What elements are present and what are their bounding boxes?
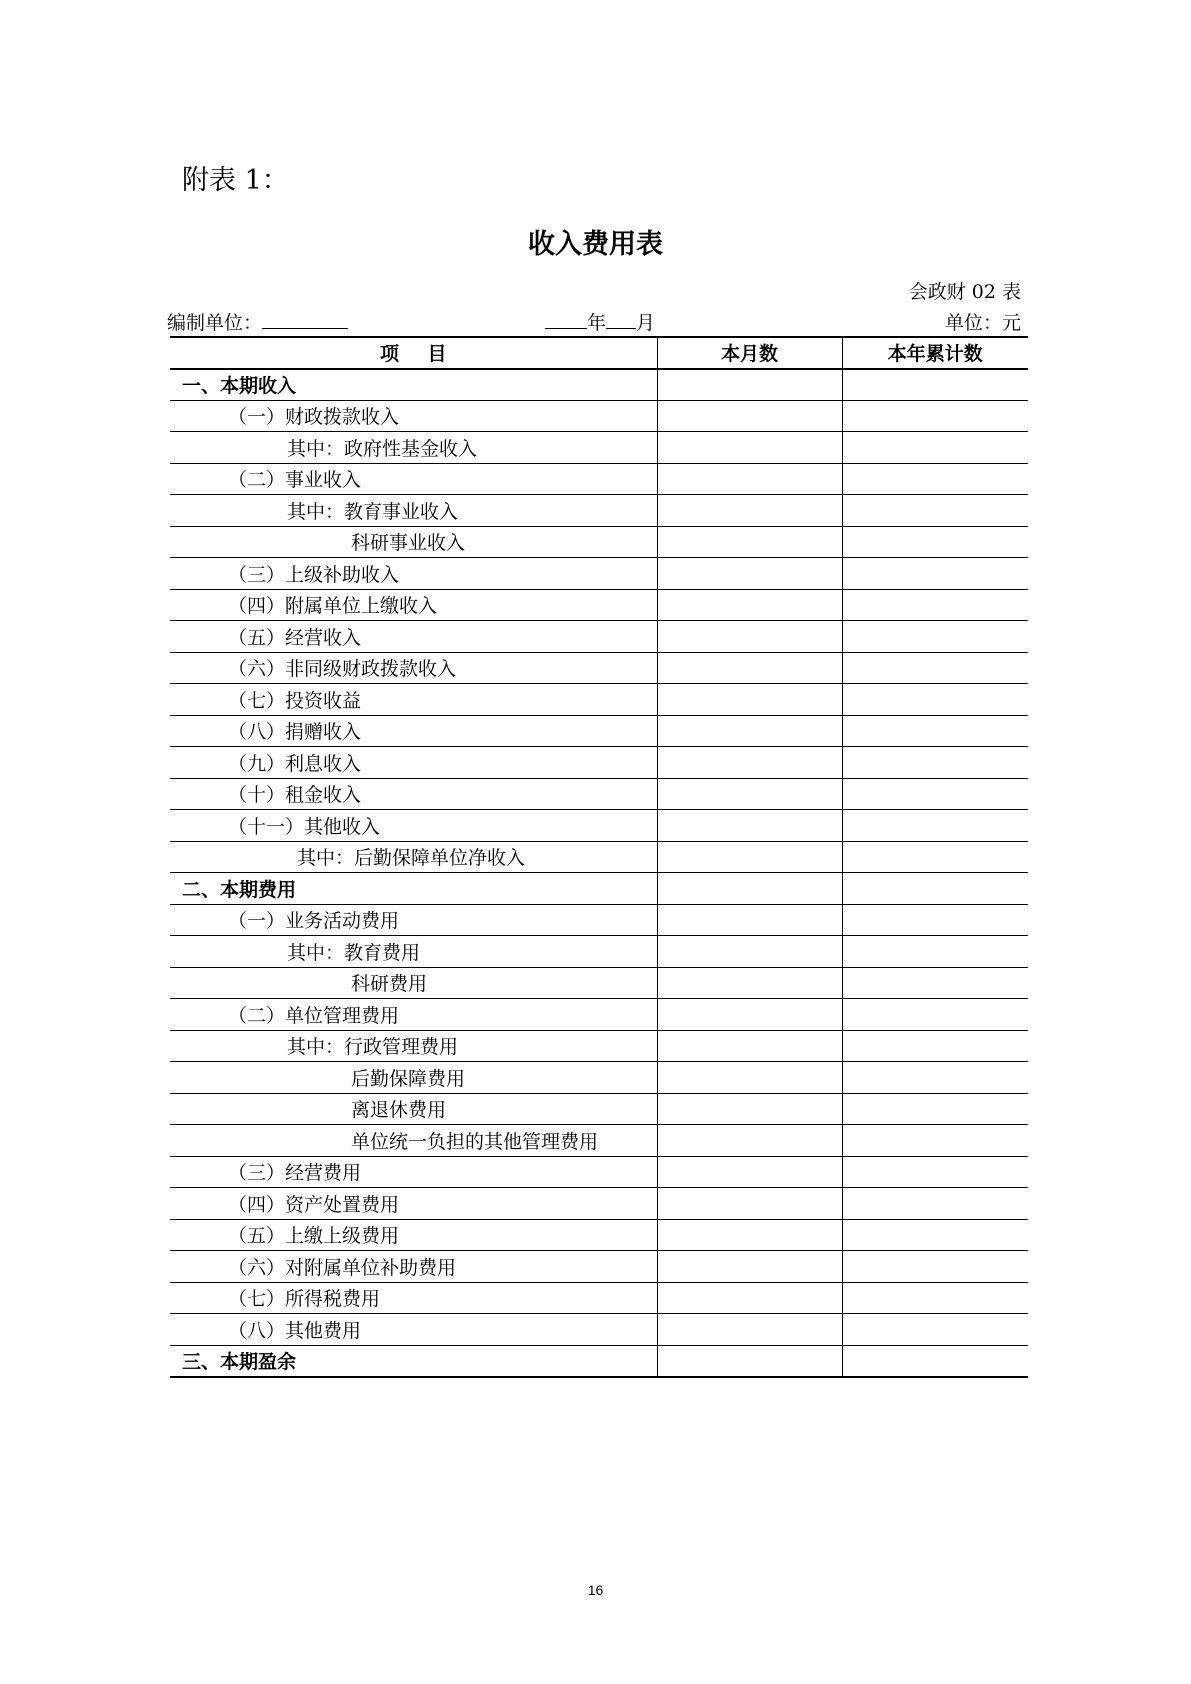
currency-unit: 单位：元 — [944, 312, 1021, 334]
row-item-label: （七）所得税费用 — [170, 1282, 657, 1314]
row-year-total-value[interactable] — [842, 1188, 1028, 1220]
table-row — [170, 1093, 1028, 1125]
row-item-label: （三）经营费用 — [170, 1156, 657, 1188]
row-item-label: （七）投资收益 — [170, 684, 657, 716]
row-year-total-value[interactable] — [842, 904, 1028, 936]
row-item-label: （一）财政拨款收入 — [170, 400, 657, 432]
row-month-value[interactable] — [657, 369, 842, 401]
row-month-value[interactable] — [657, 715, 842, 747]
row-month-value[interactable] — [657, 1093, 842, 1125]
month-label: 月 — [636, 312, 656, 334]
table-row — [170, 904, 1028, 936]
row-year-total-value[interactable] — [842, 652, 1028, 684]
table-row — [170, 369, 1028, 401]
table-row — [170, 1314, 1028, 1346]
table-row — [170, 558, 1028, 590]
column-header-year-total: 本年累计数 — [842, 337, 1028, 369]
row-month-value[interactable] — [657, 400, 842, 432]
row-year-total-value[interactable] — [842, 873, 1028, 905]
row-item-label: 单位统一负担的其他管理费用 — [170, 1125, 657, 1157]
row-year-total-value[interactable] — [842, 1062, 1028, 1094]
row-year-total-value[interactable] — [842, 1314, 1028, 1346]
row-year-total-value[interactable] — [842, 841, 1028, 873]
row-month-value[interactable] — [657, 1314, 842, 1346]
row-year-total-value[interactable] — [842, 589, 1028, 621]
row-month-value[interactable] — [657, 936, 842, 968]
table-row — [170, 463, 1028, 495]
page-title: 收入费用表 — [528, 229, 663, 260]
table-row — [170, 621, 1028, 653]
preparing-unit-blank[interactable] — [262, 310, 348, 329]
row-month-value[interactable] — [657, 873, 842, 905]
table-row — [170, 684, 1028, 716]
row-month-value[interactable] — [657, 778, 842, 810]
row-item-label: 一、本期收入 — [170, 369, 657, 401]
row-year-total-value[interactable] — [842, 526, 1028, 558]
column-header-item: 项 目 — [170, 337, 657, 369]
row-item-label: 科研事业收入 — [170, 526, 657, 558]
row-year-total-value[interactable] — [842, 967, 1028, 999]
row-item-label: 后勤保障费用 — [170, 1062, 657, 1094]
row-year-total-value[interactable] — [842, 810, 1028, 842]
row-year-total-value[interactable] — [842, 684, 1028, 716]
row-month-value[interactable] — [657, 1345, 842, 1377]
row-year-total-value[interactable] — [842, 1030, 1028, 1062]
row-year-total-value[interactable] — [842, 747, 1028, 779]
row-item-label: 三、本期盈余 — [170, 1345, 657, 1377]
row-item-label: 其中：后勤保障单位净收入 — [170, 841, 657, 873]
row-year-total-value[interactable] — [842, 463, 1028, 495]
row-month-value[interactable] — [657, 1251, 842, 1283]
month-blank[interactable] — [606, 310, 636, 329]
form-code: 会政财 02 表 — [908, 281, 1021, 303]
table-row — [170, 1030, 1028, 1062]
row-month-value[interactable] — [657, 621, 842, 653]
row-month-value[interactable] — [657, 967, 842, 999]
row-year-total-value[interactable] — [842, 1251, 1028, 1283]
row-item-label: 其中：行政管理费用 — [170, 1030, 657, 1062]
row-item-label: （五）上缴上级费用 — [170, 1219, 657, 1251]
row-month-value[interactable] — [657, 747, 842, 779]
table-row — [170, 778, 1028, 810]
row-month-value[interactable] — [657, 1282, 842, 1314]
row-year-total-value[interactable] — [842, 1125, 1028, 1157]
table-row — [170, 747, 1028, 779]
row-month-value[interactable] — [657, 432, 842, 464]
table-row — [170, 1282, 1028, 1314]
table-row — [170, 652, 1028, 684]
table-row — [170, 432, 1028, 464]
row-year-total-value[interactable] — [842, 400, 1028, 432]
row-month-value[interactable] — [657, 589, 842, 621]
table-row — [170, 873, 1028, 905]
table-row — [170, 1062, 1028, 1094]
row-month-value[interactable] — [657, 1062, 842, 1094]
row-month-value[interactable] — [657, 652, 842, 684]
table-row — [170, 999, 1028, 1031]
table-row — [170, 495, 1028, 527]
table-row — [170, 810, 1028, 842]
row-month-value[interactable] — [657, 904, 842, 936]
row-item-label: （四）资产处置费用 — [170, 1188, 657, 1220]
table-row — [170, 715, 1028, 747]
row-month-value[interactable] — [657, 1156, 842, 1188]
row-item-label: （二）单位管理费用 — [170, 999, 657, 1031]
table-row — [170, 400, 1028, 432]
table-body — [170, 369, 1028, 1377]
table-row — [170, 841, 1028, 873]
income-expense-table — [170, 336, 1028, 1378]
row-item-label: （十一）其他收入 — [170, 810, 657, 842]
row-year-total-value[interactable] — [842, 778, 1028, 810]
row-item-label: （八）其他费用 — [170, 1314, 657, 1346]
row-month-value[interactable] — [657, 1030, 842, 1062]
row-month-value[interactable] — [657, 684, 842, 716]
row-item-label: （六）对附属单位补助费用 — [170, 1251, 657, 1283]
table-row — [170, 967, 1028, 999]
row-item-label: （六）非同级财政拨款收入 — [170, 652, 657, 684]
year-blank[interactable] — [545, 310, 587, 329]
row-item-label: 其中：教育事业收入 — [170, 495, 657, 527]
table-row — [170, 589, 1028, 621]
row-item-label: （四）附属单位上缴收入 — [170, 589, 657, 621]
preparing-unit-label: 编制单位： — [167, 312, 263, 334]
row-month-value[interactable] — [657, 495, 842, 527]
preparing-unit — [167, 308, 348, 335]
table-row — [170, 1345, 1028, 1377]
table-row — [170, 1125, 1028, 1157]
row-item-label: （一）业务活动费用 — [170, 904, 657, 936]
row-month-value[interactable] — [657, 558, 842, 590]
row-month-value[interactable] — [657, 999, 842, 1031]
row-item-label: （八）捐赠收入 — [170, 715, 657, 747]
table-row — [170, 1251, 1028, 1283]
row-item-label: （五）经营收入 — [170, 621, 657, 653]
row-year-total-value[interactable] — [842, 1219, 1028, 1251]
report-period — [545, 308, 655, 335]
row-item-label: （九）利息收入 — [170, 747, 657, 779]
row-year-total-value[interactable] — [842, 936, 1028, 968]
row-year-total-value[interactable] — [842, 715, 1028, 747]
row-year-total-value[interactable] — [842, 1156, 1028, 1188]
row-month-value[interactable] — [657, 810, 842, 842]
table-row — [170, 1188, 1028, 1220]
page-number: 16 — [587, 1582, 604, 1598]
row-item-label: （十）租金收入 — [170, 778, 657, 810]
row-year-total-value[interactable] — [842, 1345, 1028, 1377]
row-month-value[interactable] — [657, 1188, 842, 1220]
row-year-total-value[interactable] — [842, 495, 1028, 527]
row-item-label: 离退休费用 — [170, 1093, 657, 1125]
row-month-value[interactable] — [657, 841, 842, 873]
row-item-label: 二、本期费用 — [170, 873, 657, 905]
table-row — [170, 1219, 1028, 1251]
row-year-total-value[interactable] — [842, 369, 1028, 401]
row-year-total-value[interactable] — [842, 999, 1028, 1031]
table-row — [170, 526, 1028, 558]
row-month-value[interactable] — [657, 526, 842, 558]
row-year-total-value[interactable] — [842, 1093, 1028, 1125]
row-year-total-value[interactable] — [842, 621, 1028, 653]
row-item-label: （二）事业收入 — [170, 463, 657, 495]
table-row — [170, 1156, 1028, 1188]
row-month-value[interactable] — [657, 1219, 842, 1251]
row-year-total-value[interactable] — [842, 1282, 1028, 1314]
row-year-total-value[interactable] — [842, 558, 1028, 590]
row-item-label: （三）上级补助收入 — [170, 558, 657, 590]
row-month-value[interactable] — [657, 1125, 842, 1157]
table-row — [170, 936, 1028, 968]
row-month-value[interactable] — [657, 463, 842, 495]
table-header-row — [170, 337, 1028, 369]
year-label: 年 — [587, 312, 607, 334]
column-header-month: 本月数 — [657, 337, 842, 369]
appendix-label: 附表 1： — [182, 165, 289, 196]
row-item-label: 科研费用 — [170, 967, 657, 999]
row-item-label: 其中：教育费用 — [170, 936, 657, 968]
row-item-label: 其中：政府性基金收入 — [170, 432, 657, 464]
row-year-total-value[interactable] — [842, 432, 1028, 464]
